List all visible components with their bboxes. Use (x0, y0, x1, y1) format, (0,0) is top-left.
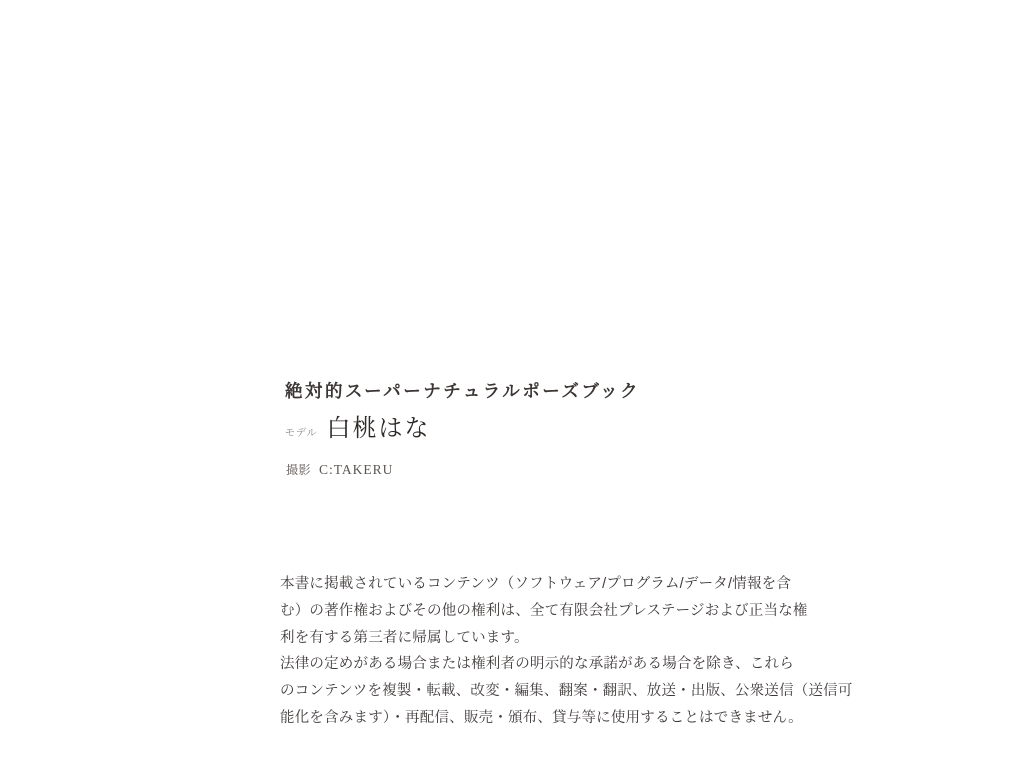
photographer-name: C:TAKERU (319, 462, 394, 477)
copyright-notice-line: 能化を含みます）・再配信、販売・頒布、貸与等に使用することはできません。 (280, 709, 803, 726)
copyright-notice-line: 法律の定めがある場合または権利者の明示的な承諾がある場合を除き、これら (280, 656, 794, 673)
copyright-notice-line: 利を有する第三者に帰属しています。 (280, 629, 529, 646)
book-title: 絶対的スーパーナチュラルポーズブック (285, 381, 641, 401)
copyright-notice (280, 571, 853, 732)
model-role-label: モデル (285, 428, 318, 439)
copyright-notice-line: のコンテンツを複製・転載、改変・編集、翻案・翻訳、放送・出版、公衆送信（送信可 (280, 683, 853, 700)
copyright-notice-line: む）の著作権およびその他の権利は、全て有限会社プレステージおよび正当な権 (280, 602, 808, 619)
photographer-credit-line (286, 461, 393, 478)
model-name: 白桃はな (326, 416, 431, 442)
photographer-role-label: 撮影 (286, 463, 312, 477)
model-credit-line (285, 408, 431, 443)
copyright-notice-line: 本書に掲載されているコンテンツ（ソフトウェア/プログラム/データ/情報を含 (280, 576, 792, 592)
